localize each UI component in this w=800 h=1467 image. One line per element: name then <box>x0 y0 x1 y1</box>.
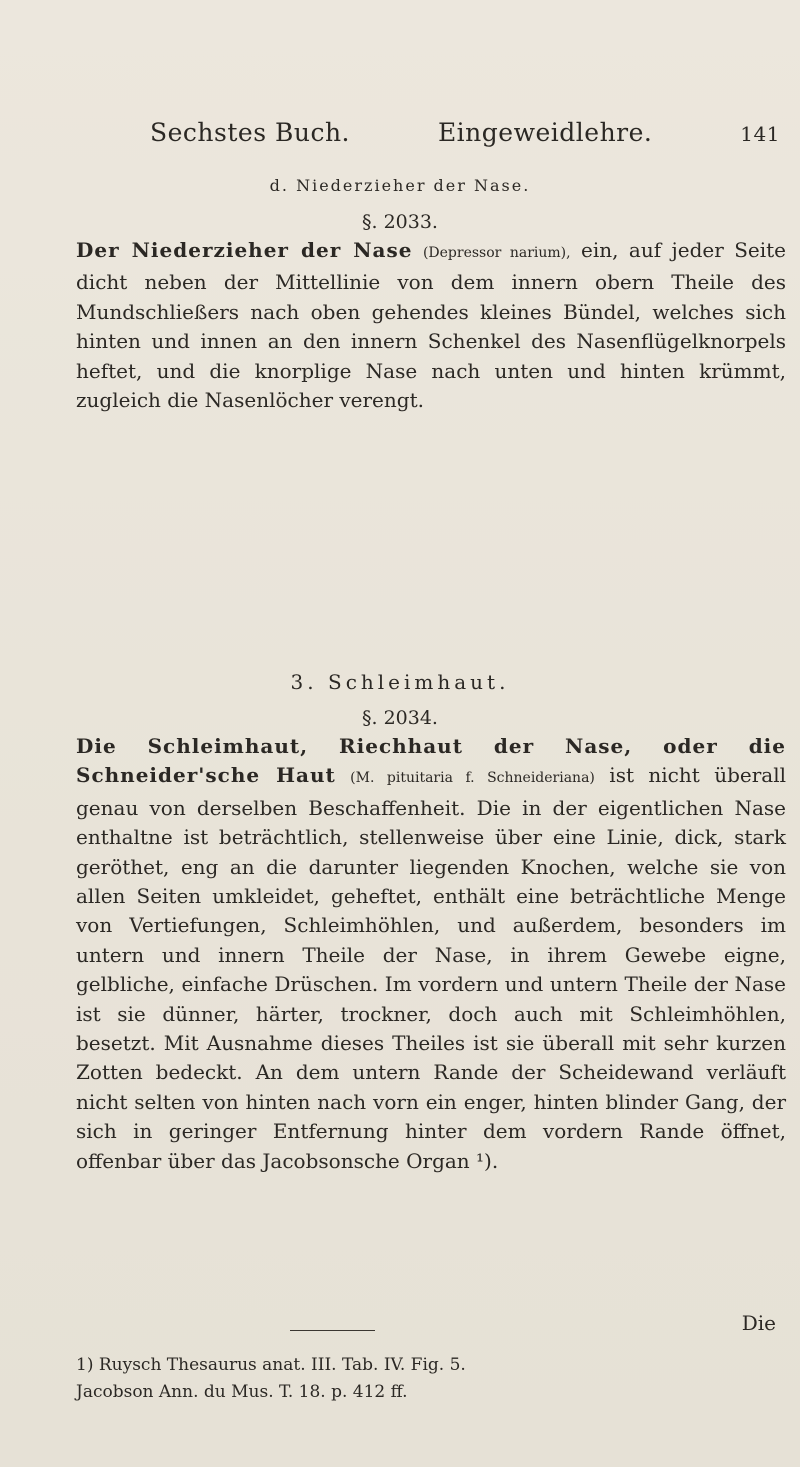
paragraph-text: ein, auf jeder Seite dicht neben der Mittellinie von dem innern obern Theile des Mundschließers nach oben gehendes kleines Bündel, welches sich hinten und innen an den innern Schenkel des Nasenflügelknorpels heftet, und die knorplige Nase nach unten und hinten krümmt, zugleich die Nasenlöcher verengt. <box>76 238 787 413</box>
section-number-2034: §. 2034. <box>362 707 438 729</box>
subsection-heading: d. Niederzieher der Nase. <box>269 176 531 195</box>
paragraph-text: ist nicht überall genau von derselben Beschaffenheit. Die in der eigentlichen Nase enthaltne ist beträchtlich, stellenweise über eine Linie, dick, stark geröthet, eng an die darunter liegenden Knochen, welche sie von allen Seiten umkleidet, geheftet, enthält eine beträchtliche Menge von Vertiefungen, Schleimhöhlen, und außerdem, besonders im untern und innern Theile der Nase, in ihrem Gewebe eigne, gelbliche, einfache Drüschen. Im vordern und untern Theile der Nase ist sie dünner, härter, trockner, doch auch mit Schleimhöhlen, besetzt. Mit Ausnahme dieses Theiles ist sie überall mit sehr kurzen Zotten bedeckt. An dem untern Rande der Scheidewand verläuft nicht selten von hinten nach vorn ein enger, hinten blinder Gang, der sich in geringer Entfernung hinter dem vordern Rande öffnet, offenbar über das Jacobsonsche Organ ¹). <box>76 763 786 1173</box>
catchword: Die <box>741 1311 776 1335</box>
running-head <box>150 118 790 147</box>
running-head-book: Sechstes Buch. <box>150 118 350 147</box>
section-number-2033: §. 2033. <box>362 211 438 233</box>
footnote-rule <box>290 1330 375 1331</box>
section-heading-mucosa: 3. Schleimhaut. <box>290 670 510 694</box>
latin-term: (Depressor narium), <box>422 245 571 261</box>
footnote <box>76 1352 776 1406</box>
page-number: 141 <box>740 122 780 146</box>
paragraph-depressor <box>76 236 786 415</box>
paragraph-lead: Der Niederzieher der Nase <box>76 238 413 262</box>
running-head-title: Eingeweidlehre. <box>437 118 653 147</box>
footnote-line: Jacobson Ann. du Mus. T. 18. p. 412 ff. <box>76 1382 408 1402</box>
latin-term: (M. pituitaria f. Schneideriana) <box>350 770 595 787</box>
paragraph-mucosa <box>76 732 786 1176</box>
paragraph-lead: Die Schleimhaut, Riechhaut der Nase, oder die Schneider'sche Haut <box>76 734 786 788</box>
footnote-line: 1) Ruysch Thesaurus anat. III. Tab. IV. Fig. 5. <box>76 1355 466 1375</box>
